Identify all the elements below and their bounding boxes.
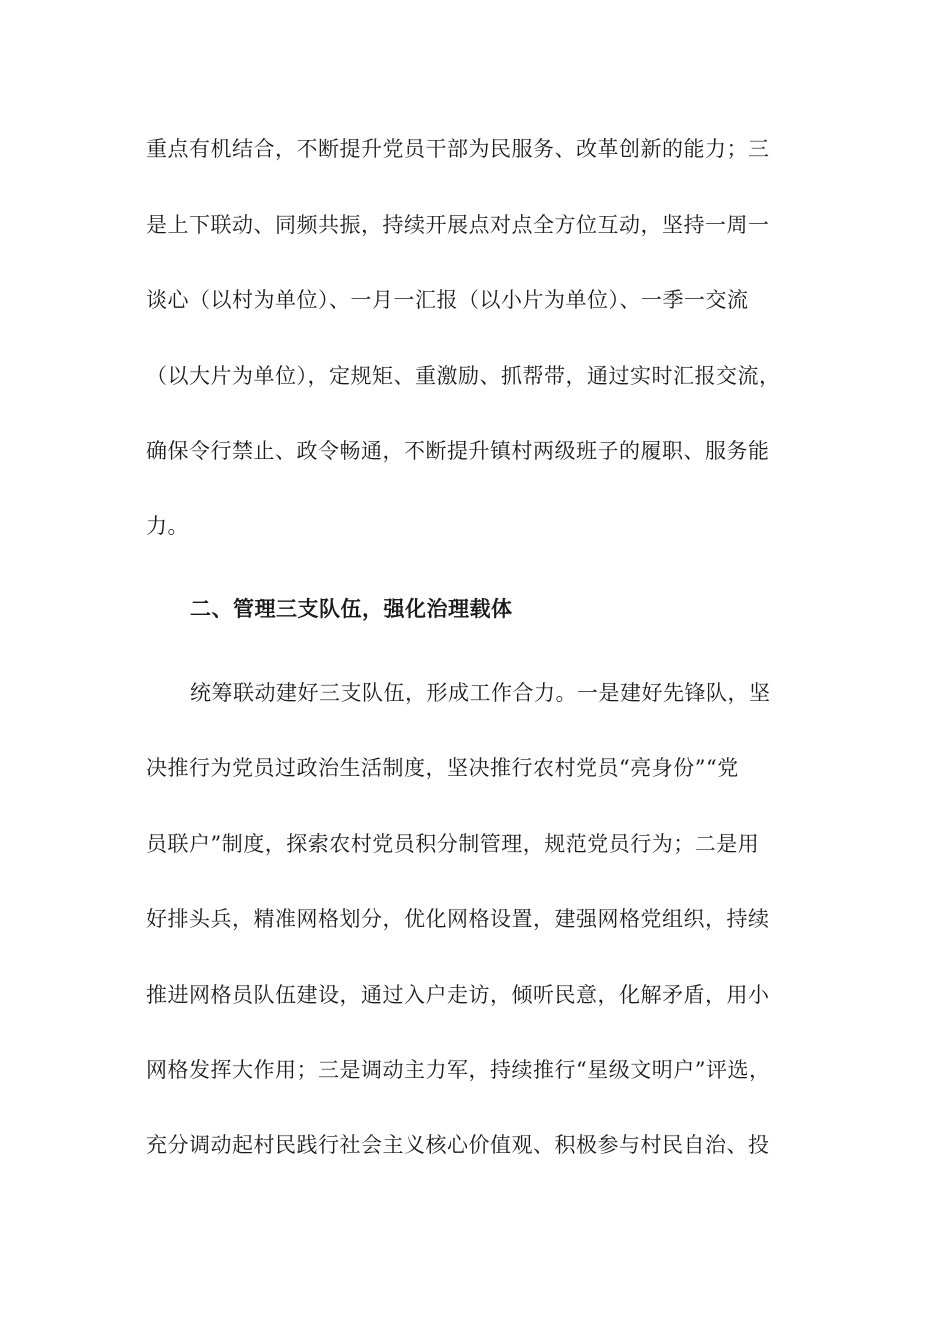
paragraph-1-line-4: （以大片为单位），定规矩、重激励、抓帮带，通过实时汇报交流，	[146, 364, 781, 388]
paragraph-2-line-7: 充分调动起村民践行社会主义核心价值观、积极参与村民自治、投	[146, 1133, 770, 1157]
paragraph-1-line-2: 是上下联动、同频共振，持续开展点对点全方位互动，坚持一周一	[146, 213, 770, 237]
paragraph-1-line-1: 重点有机结合，不断提升党员干部为民服务、改革创新的能力；三	[146, 137, 770, 161]
paragraph-1-line-6: 力。	[146, 514, 189, 538]
paragraph-2-line-6: 网格发挥大作用；三是调动主力军，持续推行“星级文明户”评选，	[146, 1058, 771, 1082]
paragraph-2-line-1: 统筹联动建好三支队伍，形成工作合力。一是建好先锋队，坚	[190, 681, 771, 705]
paragraph-2-line-4: 好排头兵，精准网格划分，优化网格设置，建强网格党组织，持续	[146, 907, 770, 931]
paragraph-2-line-3: 员联户”制度，探索农村党员积分制管理，规范党员行为；二是用	[146, 832, 760, 856]
paragraph-2-line-2: 决推行为党员过政治生活制度，坚决推行农村党员“亮身份”“党	[146, 756, 739, 780]
paragraph-1-line-5: 确保令行禁止、政令畅通，不断提升镇村两级班子的履职、服务能	[146, 439, 770, 463]
section-heading: 二、管理三支队伍，强化治理载体	[190, 597, 513, 621]
paragraph-1-line-3: 谈心（以村为单位）、一月一汇报（以小片为单位）、一季一交流	[146, 288, 749, 312]
paragraph-2-line-5: 推进网格员队伍建设，通过入户走访，倾听民意，化解矛盾，用小	[146, 983, 770, 1007]
